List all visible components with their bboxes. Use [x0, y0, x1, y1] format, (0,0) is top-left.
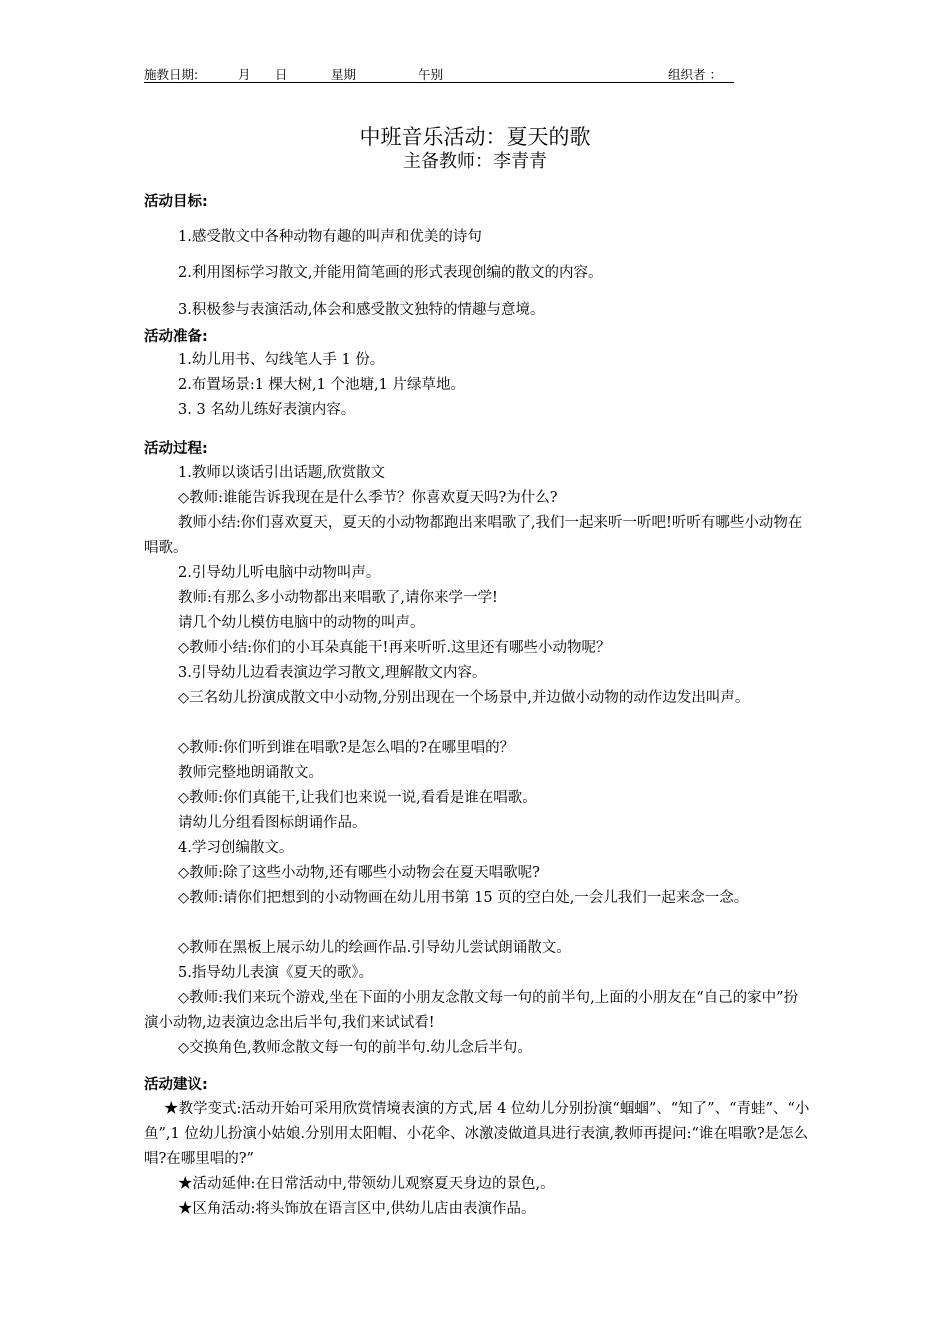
header-class: 午别	[418, 67, 444, 82]
process-item: ◇教师:谁能告诉我现在是什么季节？你喜欢夏天吗?为什么?	[178, 490, 558, 506]
section-heading-goals: 活动目标:	[144, 194, 208, 210]
document-author: 主备教师：李青青	[403, 151, 547, 172]
process-item: ◇教师小结:你们的小耳朵真能干!再来听听.这里还有哪些小动物呢？	[178, 640, 611, 656]
goal-item: 1.感受散文中各种动物有趣的叫声和优美的诗句	[178, 229, 482, 245]
prep-item: 2.布置场景:1 棵大树,1 个池塘,1 片绿草地。	[178, 377, 465, 393]
prep-item: 1.幼儿用书、勾线笔人手 1 份。	[178, 352, 385, 368]
header-date-label: 施教日期:	[144, 67, 199, 82]
process-item: ◇交换角色,教师念散文每一句的前半句.幼儿念后半句。	[178, 1040, 532, 1056]
process-item: 请幼儿分组看图标朗诵作品。	[178, 815, 367, 831]
header-day: 日	[275, 67, 288, 82]
process-item: 教师小结:你们喜欢夏天，夏天的小动物都跑出来唱歌了,我们一起来听一听吧!听听有哪些小动物在唱歌。	[144, 515, 803, 556]
process-item: ◇教师:除了这些小动物,还有哪些小动物会在夏天唱歌呢?	[178, 865, 540, 881]
section-heading-prep: 活动准备:	[144, 329, 208, 345]
goal-item: 2.利用图标学习散文,并能用简笔画的形式表现创编的散文的内容。	[178, 265, 603, 281]
process-item: ◇教师:你们真能干,让我们也来说一说,看看是谁在唱歌。	[178, 790, 537, 806]
process-item: ◇教师:请你们把想到的小动物画在幼儿用书第 15 页的空白处,一会儿我们一起来念一念。	[178, 890, 749, 906]
process-item: 3.引导幼儿边看表演边学习散文,理解散文内容。	[178, 665, 487, 681]
suggest-item: ★教学变式:活动开始可采用欣赏情境表演的方式,居 4 位幼儿分别扮演“蝈蝈”、“知了”、“青蛙”、“小鱼”,1 位幼儿扮演小姑娘.分别用太阳帽、小花伞、冰激凌做道具进行表演,教师再提问:“谁在唱歌?是怎么唱?在哪里唱的?”	[144, 1101, 810, 1167]
process-item: 教师完整地朗诵散文。	[178, 765, 323, 781]
suggest-item: ★活动延伸:在日常活动中,带领幼儿观察夏天身边的景色,。	[178, 1176, 555, 1192]
process-item: 5.指导幼儿表演《夏天的歌》。	[178, 965, 374, 981]
process-item: 2.引导幼儿听电脑中动物叫声。	[178, 565, 381, 581]
process-item: ◇教师:你们听到谁在唱歌?是怎么唱的?在哪里唱的？	[178, 740, 515, 756]
prep-item: 3. 3 名幼儿练好表演内容。	[178, 402, 356, 418]
section-heading-process: 活动过程:	[144, 441, 208, 457]
section-heading-suggest: 活动建议:	[144, 1077, 208, 1093]
process-item: ◇三名幼儿扮演成散文中小动物,分别出现在一个场景中,并边做小动物的动作边发出叫声。	[178, 690, 750, 706]
process-item: 教师:有那么多小动物都出来唱歌了,请你来学一学!	[178, 590, 498, 606]
process-item: ◇教师在黑板上展示幼儿的绘画作品.引导幼儿尝试朗诵散文。	[178, 940, 571, 956]
suggest-item: ★区角活动:将头饰放在语言区中,供幼儿店由表演作品。	[178, 1201, 536, 1217]
header-month: 月	[238, 67, 251, 82]
header-organizer: 组织者 ：	[668, 67, 722, 82]
goal-item: 3.积极参与表演活动,体会和感受散文独特的情趣与意境。	[178, 302, 545, 318]
header-underline	[144, 82, 734, 83]
header-weekday: 星期	[331, 67, 357, 82]
process-item: 1.教师以谈话引出话题,欣赏散文	[178, 465, 385, 481]
document-title: 中班音乐活动：夏天的歌	[359, 125, 591, 149]
process-item: 请几个幼儿模仿电脑中的动物的叫声。	[178, 615, 425, 631]
process-item: ◇教师:我们来玩个游戏,坐在下面的小朋友念散文每一句的前半句,上面的小朋友在“自己的家中”扮演小动物,边表演边念出后半句,我们来试试看!	[144, 990, 799, 1031]
process-item: 4.学习创编散文。	[178, 840, 294, 856]
